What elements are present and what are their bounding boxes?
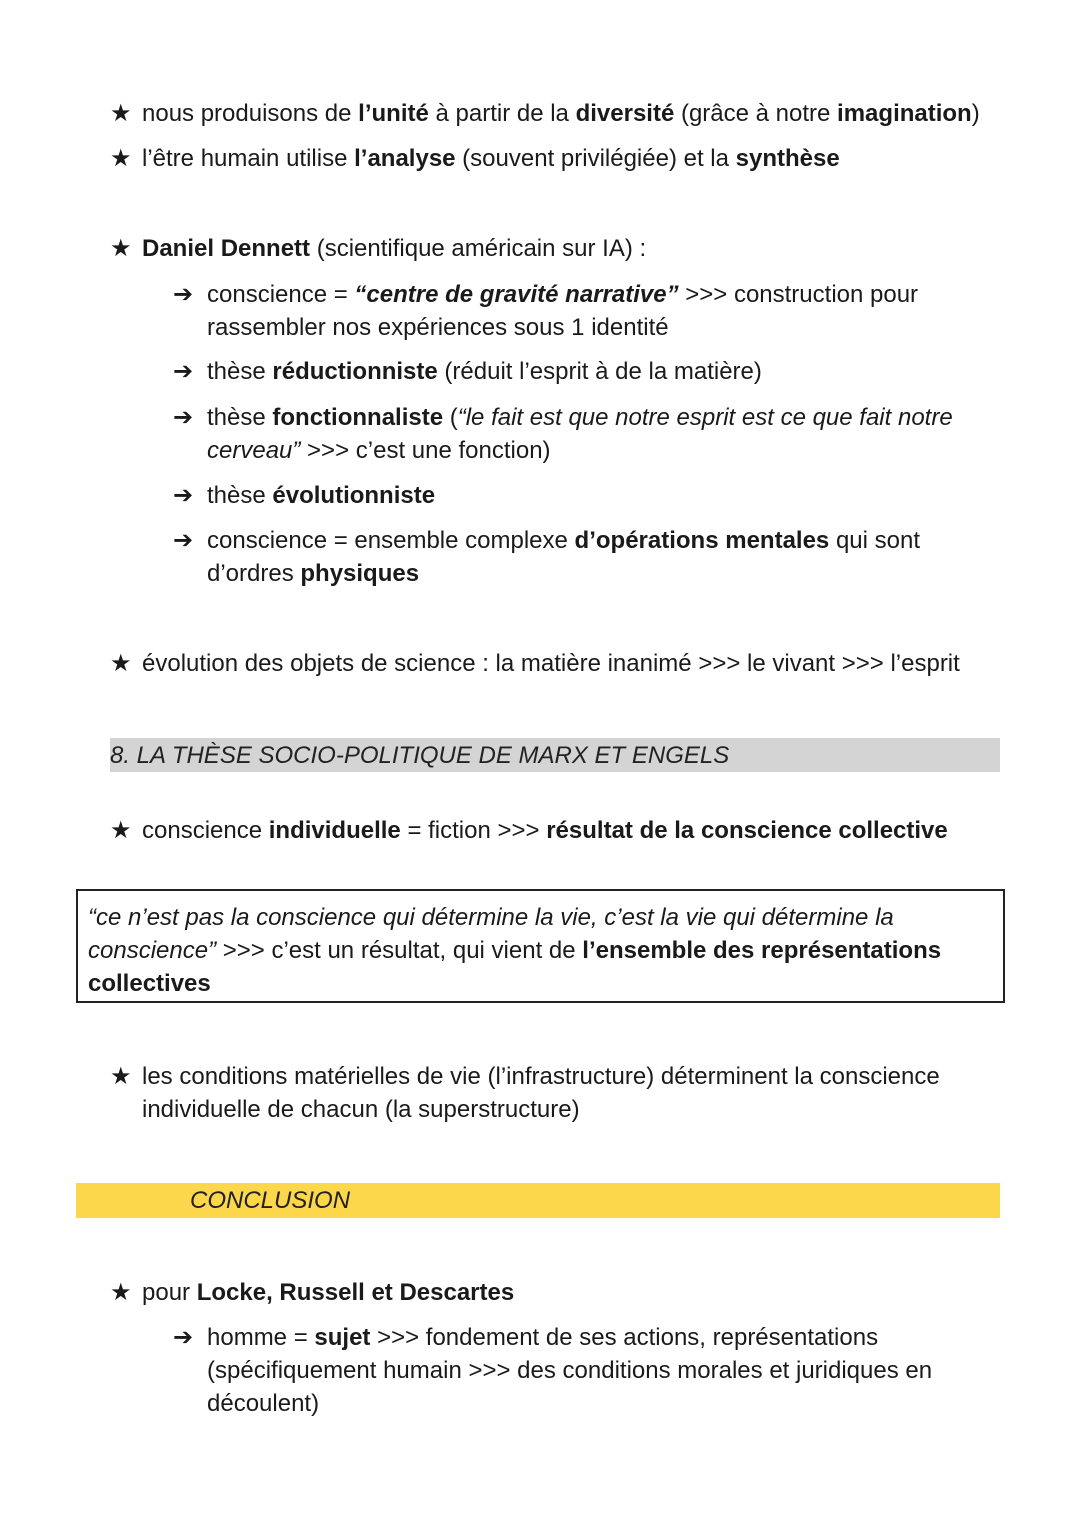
- arrow-icon: ➔: [173, 281, 194, 308]
- conclusion-heading: CONCLUSION: [190, 1187, 351, 1214]
- bullet-locke-russell-descartes: ★ pour Locke, Russell et Descartes: [110, 1276, 1010, 1309]
- arrow-icon: ➔: [173, 1324, 194, 1351]
- bullet-unite: ★ nous produisons de l’unité à partir de la diversité (grâce à notre imagination): [110, 97, 1010, 130]
- star-icon: ★: [110, 145, 132, 172]
- bullet-conscience-individuelle: ★ conscience individuelle = fiction >>> résultat de la conscience collective: [110, 814, 1010, 847]
- bullet-dennett: ★ Daniel Dennett (scientifique américain sur IA) :: [110, 232, 1010, 265]
- sub-evolutionniste: ➔ thèse évolutionniste: [173, 479, 1013, 512]
- star-icon: ★: [110, 235, 132, 262]
- star-icon: ★: [110, 100, 132, 127]
- star-icon: ★: [110, 650, 132, 677]
- section-heading: 8. LA THÈSE SOCIO-POLITIQUE DE MARX ET ENGELS: [110, 742, 730, 769]
- sub-reductionniste: ➔ thèse réductionniste (réduit l’esprit à de la matière): [173, 355, 1013, 388]
- arrow-icon: ➔: [173, 404, 194, 431]
- arrow-icon: ➔: [173, 527, 194, 554]
- bullet-evolution-science: ★ évolution des objets de science : la matière inanimé >>> le vivant >>> l’esprit: [110, 647, 1010, 680]
- bullet-analyse: ★ l’être humain utilise l’analyse (souvent privilégiée) et la synthèse: [110, 142, 1010, 175]
- arrow-icon: ➔: [173, 482, 194, 509]
- sub-operations-mentales: ➔ conscience = ensemble complexe d’opérations mentales qui sont d’ordres physiques: [173, 524, 1013, 590]
- star-icon: ★: [110, 817, 132, 844]
- star-icon: ★: [110, 1279, 132, 1306]
- arrow-icon: ➔: [173, 358, 194, 385]
- quote-box: “ce n’est pas la conscience qui détermine la vie, c’est la vie qui détermine la conscience” >>> c’est un résultat, qui vient de l’ensemble des représentations collectives: [76, 889, 1005, 1003]
- sub-conscience-narrative: ➔ conscience = “centre de gravité narrative” >>> construction pour rassembler nos expériences sous 1 identité: [173, 278, 1013, 344]
- sub-fonctionnaliste: ➔ thèse fonctionnaliste (“le fait est que notre esprit est ce que fait notre cerveau” >>> c’est une fonction): [173, 401, 1013, 467]
- star-icon: ★: [110, 1063, 132, 1090]
- sub-homme-sujet: ➔ homme = sujet >>> fondement de ses actions, représentations (spécifiquement humain >>> des conditions morales et juridiques en découlent): [173, 1321, 953, 1420]
- bullet-conditions-materielles: ★ les conditions matérielles de vie (l’infrastructure) déterminent la conscience individuelle de chacun (la superstructure): [110, 1060, 970, 1126]
